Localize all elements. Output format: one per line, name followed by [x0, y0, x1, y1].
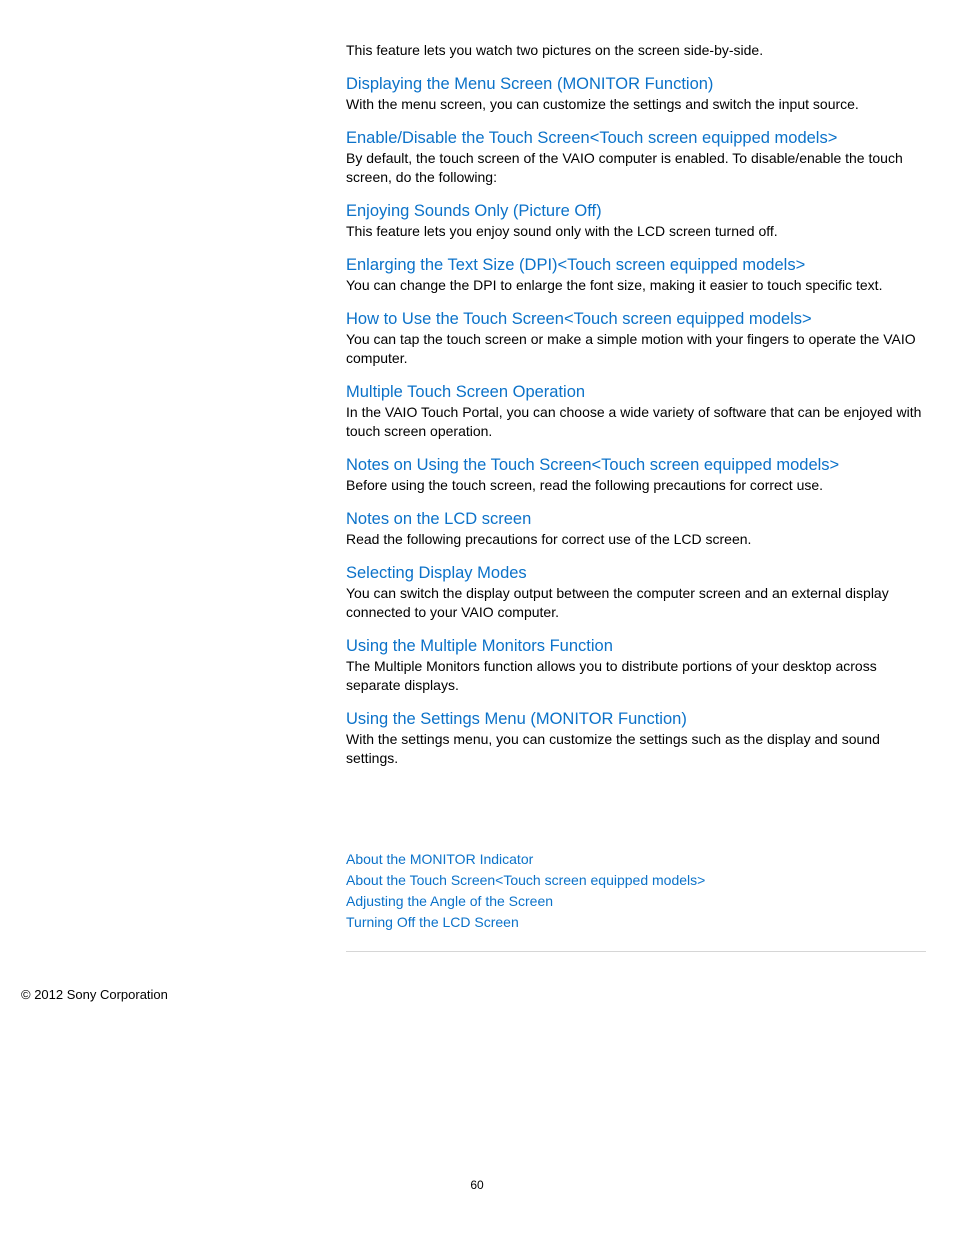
- topic-entry: [346, 201, 928, 241]
- topic-entry: [346, 563, 928, 622]
- topic-link-multiple-monitors-function[interactable]: Using the Multiple Monitors Function: [346, 637, 613, 655]
- topic-link-enjoying-sounds-only[interactable]: Enjoying Sounds Only (Picture Off): [346, 202, 602, 220]
- topic-description: With the menu screen, you can customize the settings and switch the input source.: [346, 96, 859, 112]
- topic-link-settings-menu[interactable]: Using the Settings Menu (MONITOR Function): [346, 710, 687, 728]
- topic-link-notes-on-using-touch-screen[interactable]: Notes on Using the Touch Screen<Touch screen equipped models>: [346, 456, 840, 474]
- topic-entry: [346, 74, 928, 114]
- topic-description: You can change the DPI to enlarge the font size, making it easier to touch specific text.: [346, 277, 883, 293]
- topic-entry: [346, 709, 928, 768]
- topic-description: Read the following precautions for correct use of the LCD screen.: [346, 531, 752, 547]
- topic-entry: [346, 509, 928, 549]
- topic-entry: [346, 382, 928, 441]
- topic-link-how-to-use-touch-screen[interactable]: How to Use the Touch Screen<Touch screen equipped models>: [346, 310, 812, 328]
- topic-link-enable-disable-touch-screen[interactable]: Enable/Disable the Touch Screen<Touch screen equipped models>: [346, 129, 838, 147]
- related-links: [346, 849, 928, 933]
- topic-description: In the VAIO Touch Portal, you can choose a wide variety of software that can be enjoyed with touch screen operation.: [346, 404, 922, 439]
- page-number: 60: [470, 1178, 484, 1192]
- topic-description: With the settings menu, you can customize the settings such as the display and sound settings.: [346, 731, 880, 766]
- topic-description: Before using the touch screen, read the following precautions for correct use.: [346, 477, 824, 493]
- topic-link-displaying-menu-screen[interactable]: Displaying the Menu Screen (MONITOR Function): [346, 75, 714, 93]
- related-link-about-touch-screen[interactable]: About the Touch Screen<Touch screen equipped models>: [346, 872, 706, 888]
- topic-list: [346, 41, 928, 768]
- related-link-turning-off-lcd[interactable]: Turning Off the LCD Screen: [346, 914, 519, 930]
- topic-link-multiple-touch-screen-operation[interactable]: Multiple Touch Screen Operation: [346, 383, 586, 401]
- topic-link-notes-on-lcd-screen[interactable]: Notes on the LCD screen: [346, 510, 532, 528]
- topic-entry: [346, 309, 928, 368]
- topic-entry: [346, 128, 928, 187]
- related-link-adjusting-screen-angle[interactable]: Adjusting the Angle of the Screen: [346, 893, 554, 909]
- footer-divider: [346, 951, 926, 952]
- topic-description: This feature lets you enjoy sound only with the LCD screen turned off.: [346, 223, 778, 239]
- topic-link-enlarging-text-size[interactable]: Enlarging the Text Size (DPI)<Touch screen equipped models>: [346, 256, 806, 274]
- topic-link-selecting-display-modes[interactable]: Selecting Display Modes: [346, 564, 527, 582]
- related-link-monitor-indicator[interactable]: About the MONITOR Indicator: [346, 851, 534, 867]
- topic-entry: [346, 455, 928, 495]
- copyright-text: © 2012 Sony Corporation: [21, 987, 168, 1002]
- topic-description: You can switch the display output between the computer screen and an external display connected to your VAIO computer.: [346, 585, 889, 620]
- topic-entry: [346, 255, 928, 295]
- intro-text: This feature lets you watch two pictures on the screen side-by-side.: [346, 42, 764, 58]
- topic-description: The Multiple Monitors function allows you to distribute portions of your desktop across separate displays.: [346, 658, 877, 693]
- topic-description: You can tap the touch screen or make a simple motion with your fingers to operate the VAIO computer.: [346, 331, 916, 366]
- topic-description: By default, the touch screen of the VAIO computer is enabled. To disable/enable the touch screen, do the following:: [346, 150, 903, 185]
- topic-entry: [346, 636, 928, 695]
